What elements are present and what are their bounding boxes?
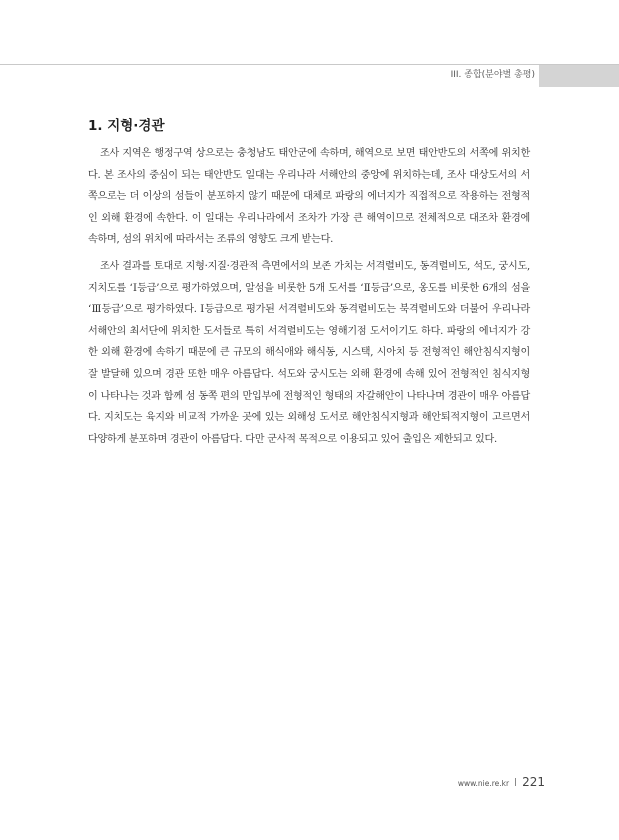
- body-text: [88, 143, 530, 455]
- paragraph-1: 조사 지역은 행정구역 상으로는 충청남도 태안군에 속하며, 해역으로 보면 태안반도의 서쪽에 위치한다. 본 조사의 중심이 되는 태안반도 일대는 우리나라 서해안의 중앙에 위치하는데, 조사 대상도서의 서쪽으로는 더 이상의 섬들이 분포하지 않기 때문에 대체로 파랑의 에너지가 직접적으로 작용하는 전형적인 외해 환경에 속한다. 이 일대는 우리나라에서 조차가 가장 큰 해역이므로 전체적으로 대조차 환경에 속하며, 섬의 위치에 따라서는 조류의 영향도 크게 받는다.: [88, 148, 530, 246]
- section-title: 1. 지형·경관: [88, 118, 165, 134]
- paragraph-2: 조사 결과를 토대로 지형·지질·경관적 측면에서의 보존 가치는 서격렬비도, 동격렬비도, 석도, 궁시도, 지치도를 ‘Ⅰ등급’으로 평가하였으며, 알섬을 비롯한 5개 도서를 ‘Ⅱ등급’으로, 옹도를 비롯한 6개의 섬을 ‘Ⅲ등급’으로 평가하였다. Ⅰ등급으로 평가된 서격렬비도와 동격렬비도는 북격렬비도와 더불어 우리나라 서해안의 최서단에 위치한 도서들로 특히 서격렬비도는 영해기점 도서이기도 하다. 파랑의 에너지가 강한 외해 환경에 속하기 때문에 큰 규모의 해식애와 해식동, 시스택, 시아치 등 전형적인 해안침식지형이 잘 발달해 있으며 경관 또한 매우 아름답다. 석도와 궁시도는 외해 환경에 속해 있어 전형적인 침식지형이 나타나는 것과 함께 섬 동쪽 편의 만입부에 전형적인 형태의 자갈해안이 나타나며 경관이 매우 아름답다. 지치도는 육지와 비교적 가까운 곳에 있는 외해성 도서로 해안침식지형과 해안퇴적지형이 고르면서 다양하게 분포하며 경관이 아름답다. 다만 군사적 목적으로 이용되고 있어 출입은 제한되고 있다.: [88, 260, 530, 445]
- header-rule: [0, 64, 619, 65]
- footer-divider: [515, 778, 516, 786]
- page-footer: [458, 775, 545, 789]
- page-number: 221: [522, 775, 545, 789]
- header-tab-block: [539, 65, 619, 87]
- running-header: III. 종합(분야별 총평): [450, 70, 535, 80]
- footer-url: www.nie.re.kr: [457, 779, 510, 788]
